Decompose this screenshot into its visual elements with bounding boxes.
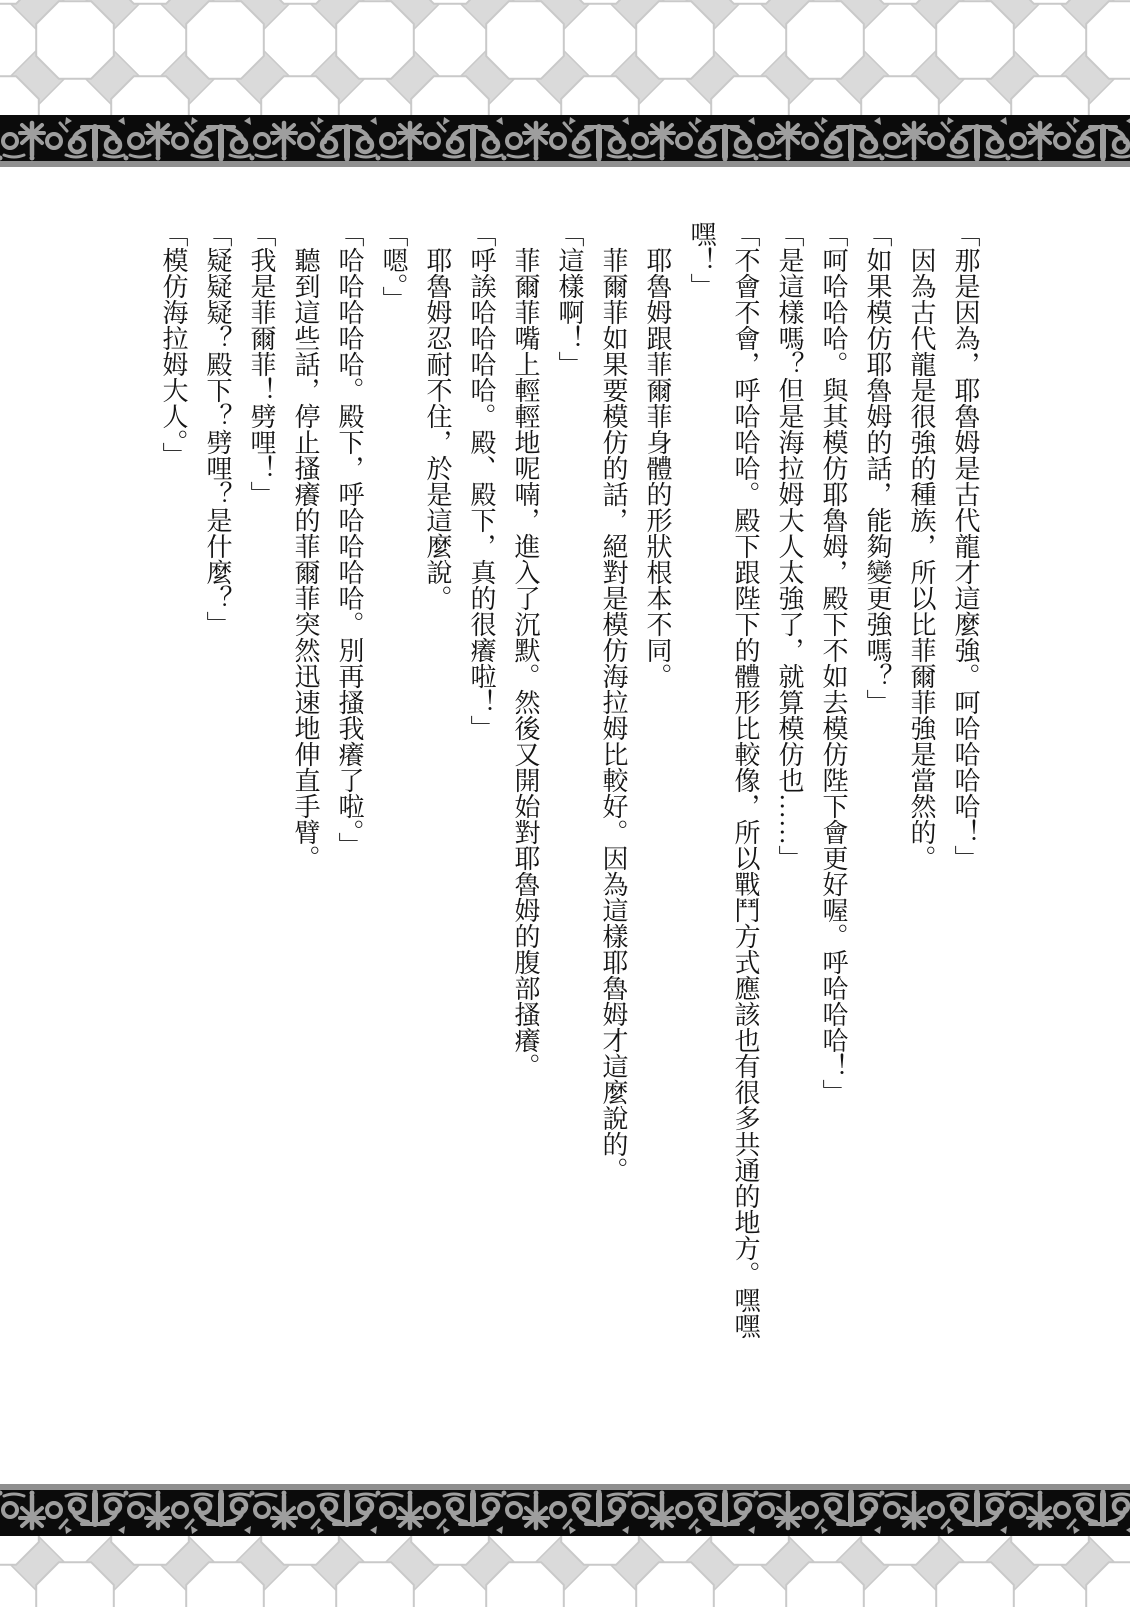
dialogue-line: 「不會不會，呼哈哈哈。殿下跟陛下的體形比較像，所以戰鬥方式應該也有很多共通的地方。嘿嘿嘿！」 bbox=[687, 221, 760, 1339]
narration-line: 聽到這些話，停止搔癢的菲爾菲突然迅速地伸直手臂。 bbox=[291, 247, 320, 871]
ornament-border-bottom bbox=[0, 1490, 1130, 1536]
dialogue-line: 「如果模仿耶魯姆的話，能夠變更強嗎？」 bbox=[863, 221, 892, 715]
dialogue-line: 「嗯。」 bbox=[379, 221, 408, 312]
narration-line: 因為古代龍是很強的種族，所以比菲爾菲強是當然的。 bbox=[907, 247, 936, 871]
border-edge-strip-top bbox=[0, 161, 1130, 167]
lattice-pattern-top bbox=[0, 0, 1130, 115]
dialogue-line: 「疑疑疑？殿下？劈哩？是什麼？」 bbox=[203, 221, 232, 637]
dialogue-line: 「模仿海拉姆大人。」 bbox=[159, 221, 188, 468]
narration-line: 耶魯姆跟菲爾菲身體的形狀根本不同。 bbox=[643, 247, 672, 689]
narration-line: 菲爾菲嘴上輕輕地呢喃，進入了沉默。然後又開始對耶魯姆的腹部搔癢。 bbox=[511, 247, 540, 1079]
dialogue-line: 「呵哈哈哈。與其模仿耶魯姆，殿下不如去模仿陛下會更好喔。呼哈哈哈！」 bbox=[819, 221, 848, 1105]
dialogue-line: 「這樣啊！」 bbox=[555, 221, 584, 377]
dialogue-line: 「我是菲爾菲！劈哩！」 bbox=[247, 221, 276, 507]
ornament-border-top bbox=[0, 115, 1130, 161]
lattice-pattern-bottom bbox=[0, 1536, 1130, 1607]
dialogue-line: 「哈哈哈哈哈。殿下，呼哈哈哈哈。別再搔我癢了啦。」 bbox=[335, 221, 364, 858]
narration-line: 菲爾菲如果要模仿的話，絕對是模仿海拉姆比較好。因為這樣耶魯姆才這麼說的。 bbox=[599, 247, 628, 1183]
dialogue-line: 「那是因為，耶魯姆是古代龍才這麼強。呵哈哈哈哈！」 bbox=[951, 221, 980, 871]
novel-text-block bbox=[151, 221, 987, 1351]
dialogue-line: 「呼誒哈哈哈哈。殿、殿下，真的很癢啦！」 bbox=[467, 221, 496, 741]
dialogue-line: 「是這樣嗎？但是海拉姆大人太強了，就算模仿也……」 bbox=[775, 221, 804, 871]
narration-line: 耶魯姆忍耐不住，於是這麼說。 bbox=[423, 247, 452, 611]
